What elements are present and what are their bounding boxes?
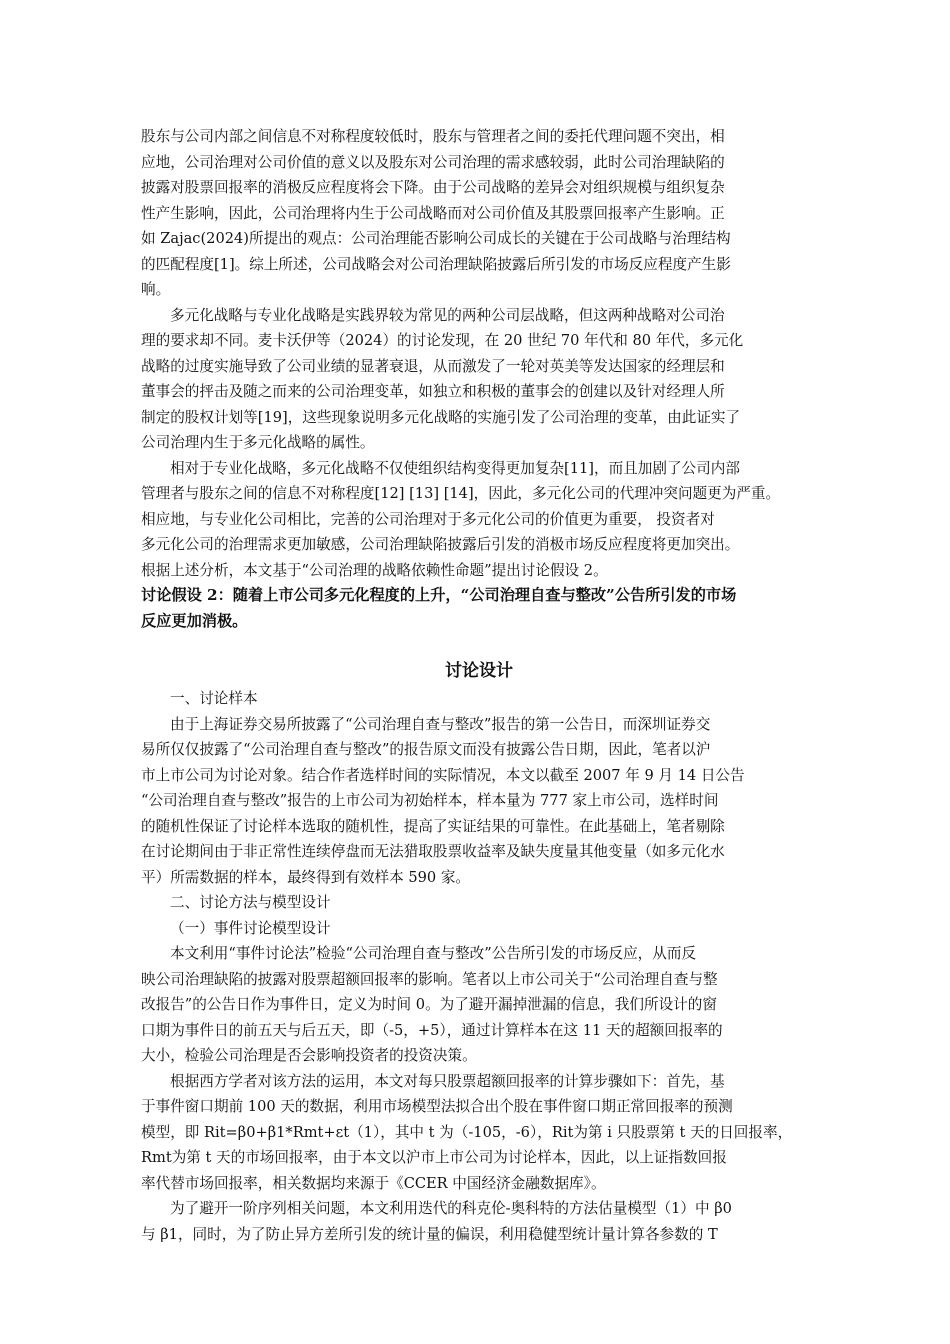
text-line: 相对于专业化战略，多元化战略不仅使组织结构变得更加复杂[11]，而且加剧了公司内部 <box>170 459 740 477</box>
text-line: 多元化公司的治理需求更加敏感，公司治理缺陷披露后引发的消极市场反应程度将更加突出。 <box>141 536 740 553</box>
heading-event-model: （一）事件讨论模型设计 <box>170 919 331 937</box>
text-line: 模型，即 Rit=β0+β1*Rmt+εt（1），其中 t 为（-105，-6），Rit为第 i 只股票第 t 天的日回报率， <box>141 1123 793 1141</box>
text-line: 根据上述分析，本文基于“公司治理的战略依赖性命题”提出讨论假设 2。 <box>141 561 608 579</box>
text-line: 为了避开一阶序列相关问题，本文利用迭代的科克伦-奥科特的方法估量模型（1）中 β0 <box>170 1200 732 1217</box>
text-line: 易所仅仅披露了“公司治理自查与整改”的报告原文而没有披露公告日期，因此，笔者以沪 <box>141 741 711 758</box>
text-line: 映公司治理缺陷的披露对股票超额回报率的影响。笔者以上市公司关于“公司治理自查与整 <box>141 970 718 988</box>
text-line: 的随机性保证了讨论样本选取的随机性，提高了实证结果的可靠性。在此基础上，笔者剔除 <box>141 817 725 835</box>
text-line: 讨论假设 2：随着上市公司多元化程度的上升，“公司治理自查与整改”公告所引发的市场 <box>141 586 737 604</box>
text-line: 大小，检验公司治理是否会影响投资者的投资决策。 <box>141 1047 477 1064</box>
text-line: 如 Zajac(2024)所提出的观点：公司治理能否影响公司成长的关键在于公司战略与治理结构 <box>141 230 731 247</box>
text-line: 市上市公司为讨论对象。结合作者选样时间的实际情况，本文以截至 2007 年 9 月 14 日公告 <box>141 766 745 784</box>
text-line: 平）所需数据的样本，最终得到有效样本 590 家。 <box>141 868 471 886</box>
text-line: 在讨论期间由于非正常性连续停盘而无法猎取股票收益率及缺失度量其他变量（如多元化水 <box>141 843 725 860</box>
paragraph-7 <box>141 1196 817 1247</box>
heading-sample: 一、讨论样本 <box>170 690 258 707</box>
paragraph-5 <box>141 941 817 1069</box>
text-line: 响。 <box>141 281 171 298</box>
paragraph-2 <box>141 303 817 456</box>
paragraph-1 <box>141 124 817 303</box>
text-line: 多元化战略与专业化战略是实践界较为常见的两种公司层战略，但这两种战略对公司治 <box>170 306 725 324</box>
text-line: 公司治理内生于多元化战略的属性。 <box>141 434 375 451</box>
text-line: 根据西方学者对该方法的运用，本文对每只股票超额回报率的计算步骤如下：首先，基 <box>170 1072 725 1090</box>
text-line: 率代替市场回报率，相关数据均来源于《CCER 中国经济金融数据库》。 <box>141 1174 606 1192</box>
text-line: 应地，公司治理对公司价值的意义以及股东对公司治理的需求感较弱，此时公司治理缺陷的 <box>141 153 725 171</box>
text-line: 性产生影响，因此，公司治理将内生于公司战略而对公司价值及其股票回报率产生影响。正 <box>141 204 725 222</box>
text-line: 董事会的抨击及随之而来的公司治理变革，如独立和积极的董事会的创建以及针对经理人所 <box>141 383 725 400</box>
text-line: Rmt为第 t 天的市场回报率，由于本文以沪市上市公司为讨论样本，因此，以上证指数回报 <box>141 1149 727 1166</box>
text-line: 理的要求却不同。麦卡沃伊等（2024）的讨论发现，在 20 世纪 70 年代和 80 年代，多元化 <box>141 332 744 349</box>
text-line: 制定的股权计划等[19]，这些现象说明多元化战略的实施引发了公司治理的变革，由此证实了 <box>141 408 741 426</box>
text-line: 与 β1，同时，为了防止异方差所引发的统计量的偏误，利用稳健型统计量计算各参数的 T <box>141 1225 718 1243</box>
section-title: 讨论设计 <box>445 661 513 681</box>
paragraph-3 <box>141 456 817 584</box>
hypothesis-2 <box>141 583 817 634</box>
text-line: 反应更加消极。 <box>141 611 248 630</box>
text-line: 改报告”的公告日作为事件日，定义为时间 0。为了避开漏掉泄漏的信息，我们所设计的窗 <box>141 996 717 1013</box>
text-line: “公司治理自查与整改”报告的上市公司为初始样本，样本量为 777 家上市公司，选样时间 <box>141 792 719 809</box>
text-line: 口期为事件日的前五天与后五天，即（-5，+5），通过计算样本在这 11 天的超额回报率的 <box>141 1021 723 1039</box>
text-line: 战略的过度实施导致了公司业绩的显著衰退，从而激发了一轮对英美等发达国家的经理层和 <box>141 357 725 375</box>
text-line: 的匹配程度[1]。综上所述，公司战略会对公司治理缺陷披露后所引发的市场反应程度产生影 <box>141 255 731 273</box>
heading-method: 二、讨论方法与模型设计 <box>170 894 331 911</box>
text-line: 股东与公司内部之间信息不对称程度较低时，股东与管理者之间的委托代理问题不突出，相 <box>141 128 725 145</box>
paragraph-4 <box>141 712 817 891</box>
text-line: 相应地，与专业化公司相比，完善的公司治理对于多元化公司的价值更为重要， 投资者对 <box>141 510 715 528</box>
paragraph-6 <box>141 1069 817 1197</box>
text-line: 本文利用“事件讨论法”检验“公司治理自查与整改”公告所引发的市场反应，从而反 <box>170 945 697 962</box>
text-line: 由于上海证券交易所披露了“公司治理自查与整改”报告的第一公告日，而深圳证券交 <box>170 715 711 733</box>
text-line: 披露对股票回报率的消极反应程度将会下降。由于公司战略的差异会对组织规模与组织复杂 <box>141 179 725 196</box>
document-page <box>141 124 817 1247</box>
text-line: 于事件窗口期前 100 天的数据，利用市场模型法拟合出个股在事件窗口期正常回报率的预测 <box>141 1098 733 1115</box>
text-line: 管理者与股东之间的信息不对称程度[12] [13] [14]，因此，多元化公司的代理冲突问题更为严重。 <box>141 485 781 502</box>
